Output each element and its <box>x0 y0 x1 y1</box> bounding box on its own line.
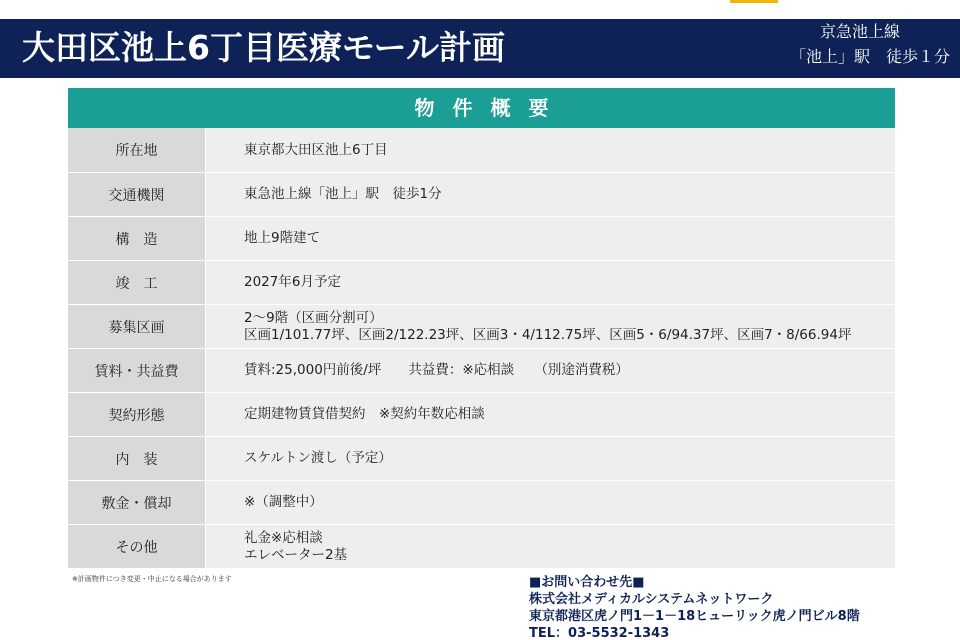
row-value <box>206 481 895 524</box>
header-banner <box>0 19 960 78</box>
row-label: 竣 工 <box>68 261 206 304</box>
table-row <box>68 524 895 568</box>
table-row <box>68 172 895 216</box>
row-label: 契約形態 <box>68 393 206 436</box>
row-label: 交通機関 <box>68 173 206 216</box>
row-value-line: ※（調整中） <box>244 494 323 510</box>
table-row <box>68 348 895 392</box>
contact-tel: TEL：03-5532-1343 <box>529 626 670 640</box>
table-rows <box>68 128 895 568</box>
table-row <box>68 480 895 524</box>
accent-tab <box>730 0 778 3</box>
property-summary-table <box>68 88 895 568</box>
row-value-line: スケルトン渡し（予定） <box>244 450 392 466</box>
row-label: 敷金・償却 <box>68 481 206 524</box>
row-value <box>206 261 895 304</box>
station-walk: 「池上」駅 徒歩１分 <box>789 47 950 66</box>
disclaimer-note: ※計画物件につき変更・中止になる場合があります <box>72 575 232 583</box>
table-row <box>68 304 895 348</box>
row-value <box>206 437 895 480</box>
row-value <box>206 305 895 348</box>
row-label: 募集区画 <box>68 305 206 348</box>
row-value-line: 東京都大田区池上6丁目 <box>244 141 388 158</box>
table-row <box>68 216 895 260</box>
row-value-line: 2027年6月予定 <box>244 274 341 290</box>
row-value <box>206 393 895 436</box>
row-value-line: 賃料:25,000円前後/坪 共益費：※応相談 （別途消費税） <box>244 362 629 378</box>
row-value-line: 2～9階（区画分割可） <box>244 309 383 326</box>
row-value-line: 地上9階建て <box>244 230 321 246</box>
table-title: 物件概要 <box>68 88 895 128</box>
table-row <box>68 436 895 480</box>
table-row <box>68 128 895 172</box>
row-value-line: エレベーター2基 <box>244 546 348 563</box>
row-label: 賃料・共益費 <box>68 349 206 392</box>
row-label: その他 <box>68 525 206 568</box>
contact-company: 株式会社メディカルシステムネットワーク <box>529 592 774 607</box>
contact-address: 東京都港区虎ノ門1－1－18ヒューリック虎ノ門ビル8階 <box>529 609 860 624</box>
contact-heading: ■お問い合わせ先■ <box>529 575 645 590</box>
row-value <box>206 349 895 392</box>
row-value-line: 礼金※応相談 <box>244 529 323 546</box>
row-value-line: 東急池上線「池上」駅 徒歩1分 <box>244 186 442 202</box>
row-value-line: 定期建物賃貸借契約 ※契約年数応相談 <box>244 406 485 422</box>
contact-block <box>529 574 860 640</box>
page-title: 大田区池上6丁目医療モール計画 <box>22 28 505 67</box>
row-label: 構 造 <box>68 217 206 260</box>
row-value-line: 区画1/101.77坪、区画2/122.23坪、区画3・4/112.75坪、区画5・6/94.37坪、区画7・8/66.94坪 <box>244 326 852 343</box>
row-label: 所在地 <box>68 128 206 172</box>
station-access <box>750 19 950 69</box>
table-row <box>68 392 895 436</box>
row-value <box>206 525 895 568</box>
row-value <box>206 173 895 216</box>
table-row <box>68 260 895 304</box>
row-value <box>206 217 895 260</box>
row-label: 内 装 <box>68 437 206 480</box>
row-value <box>206 128 895 172</box>
station-line: 京急池上線 <box>819 22 900 41</box>
